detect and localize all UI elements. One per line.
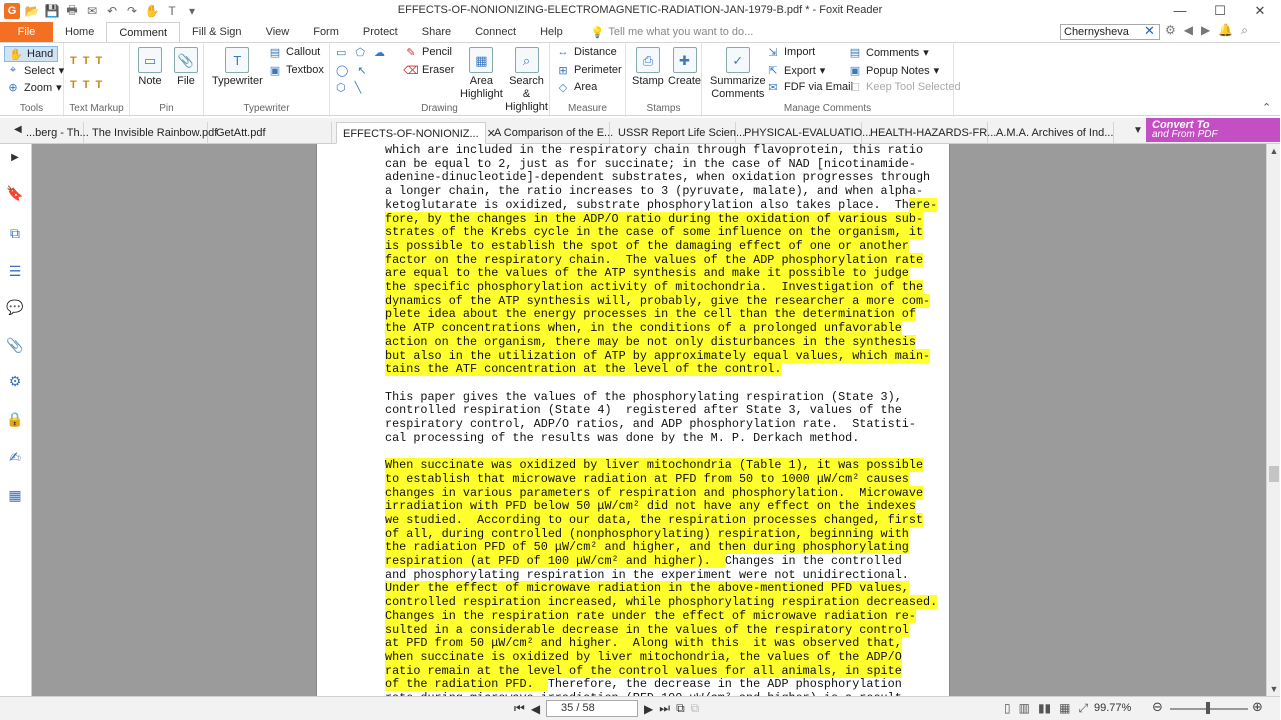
view-mode-buttons: [1004, 701, 1088, 716]
tabs-dropdown-icon[interactable]: ▼: [1133, 125, 1143, 136]
lightbulb-icon: 💡: [590, 26, 605, 39]
continuous-facing-icon[interactable]: ▦: [1059, 701, 1071, 715]
polygon-outline-icon[interactable]: ⬡: [336, 82, 346, 94]
highlight-annotation[interactable]: factor on the respiratory chain. The values of the ADP phosphorylation rate: [385, 252, 924, 267]
typewriter-icon[interactable]: T: [168, 4, 176, 18]
highlight-annotation[interactable]: strates of the Krebs cycle in the case of some influence on the organism, it: [385, 225, 924, 240]
layers-icon[interactable]: ☰: [8, 262, 22, 279]
group-typewriter: T Typewriter ▤ Callout ▣ Textbox Typewriter: [204, 43, 330, 117]
eraser-icon: ⌫: [403, 64, 419, 77]
text-line: [385, 377, 925, 391]
export-button[interactable]: ⇱ Export ▾: [766, 64, 825, 77]
highlight-annotation[interactable]: changes in various parameters of respiration and phosphorylation. Microwave: [385, 485, 924, 500]
navigation-panel: [0, 144, 32, 696]
line-icon[interactable]: ╲: [354, 82, 362, 94]
highlight-annotation[interactable]: to establish that microwave radiation at PFD from 50 to 1000 μW/cm² causes: [385, 471, 909, 486]
text-line: [385, 487, 925, 501]
underline-text-icon[interactable]: T: [82, 55, 90, 67]
text-line: [385, 213, 925, 227]
group-drawing: ▭ ⬠ ☁ ◯ ↖ ⬡ ╲ ✎ Pencil ⌫ Eraser ▦ Area Highlight ⌕ Search & Highlight Drawing: [330, 43, 550, 117]
text-line: [385, 459, 925, 473]
callout-button[interactable]: ▤ Callout: [269, 46, 321, 59]
menu-connect[interactable]: Connect: [475, 26, 517, 38]
file-button[interactable]: 📎 File: [174, 47, 198, 88]
cursor-icon: ⌖: [9, 64, 17, 76]
pencil-icon: ✎: [406, 46, 416, 59]
select-button[interactable]: ⌖ Select ▾: [6, 64, 64, 77]
tab-1[interactable]: The Invisible Rainbow.pdf: [86, 122, 208, 144]
save-icon[interactable]: 💾: [44, 4, 60, 18]
polygon-icon[interactable]: ⬠: [355, 47, 365, 59]
highlight-annotation[interactable]: the ATP concentrations when, in the conditions of a prolonged unfavorable: [385, 321, 902, 336]
squiggly-text-icon[interactable]: T: [70, 79, 77, 91]
open-icon[interactable]: 📂: [24, 4, 40, 18]
text-line: [385, 240, 925, 254]
text-line: [385, 610, 925, 624]
find-input[interactable]: Chernysheva: [1060, 24, 1160, 40]
text-line: [385, 665, 925, 679]
email-fdf-icon: ✉: [768, 81, 778, 94]
menu-help[interactable]: Help: [540, 26, 563, 38]
perimeter-button[interactable]: ⊞ Perimeter: [556, 64, 622, 76]
text-line: [385, 528, 925, 542]
text-line: [385, 281, 925, 295]
copy-icon[interactable]: ⧉: [676, 701, 685, 715]
right-tools: [1165, 23, 1248, 38]
expand-panel-icon[interactable]: ▶: [11, 151, 19, 163]
highlight-annotation[interactable]: ratio remain at the level of the control values for all animals, in spite: [385, 663, 902, 678]
menu-protect[interactable]: Protect: [362, 26, 398, 38]
tab-3-active[interactable]: EFFECTS-OF-NONIONIZ... ✕: [336, 122, 486, 144]
hand-button[interactable]: ✋ Hand: [4, 46, 58, 62]
highlight-annotation[interactable]: Under the effect of microwave radiation in the above-mentioned PFD values,: [385, 581, 909, 596]
highlight-annotation[interactable]: Changes in the respiration rate under the effect of microwave radiation re-: [385, 608, 916, 623]
distance-button[interactable]: ↔ Distance: [557, 46, 617, 58]
highlight-annotation[interactable]: of all, during controlled (nonphosphorylating) respiration, beginning with: [385, 526, 909, 541]
highlight-annotation[interactable]: sulted in a considerable decrease in the values of the respiratory control: [385, 622, 909, 637]
file-attach-icon: 📎: [174, 47, 198, 73]
highlight-annotation[interactable]: the radiation PFD of 50 μW/cm² and higher, and then during phosphorylating: [385, 540, 909, 555]
close-tab-icon[interactable]: ✕: [486, 128, 496, 140]
text-line: adenine-dinucleotide]-dependent substrates, when oxidation progresses through: [385, 170, 931, 185]
tab-6[interactable]: PHYSICAL-EVALUATIO...: [738, 122, 862, 144]
summarize-comments-button[interactable]: ✓ Summarize Comments: [710, 47, 766, 101]
foxit-logo-icon: G: [4, 3, 20, 19]
text-line: [385, 254, 925, 268]
pdf-page[interactable]: [316, 144, 950, 696]
menu-file[interactable]: File: [0, 22, 53, 42]
highlight-annotation[interactable]: controlled respiration increased, while phosphorylating respiration decreased.: [385, 595, 938, 610]
area-highlight-icon: ▦: [469, 47, 493, 73]
pencil-button[interactable]: ✎ Pencil: [404, 46, 452, 58]
text-line: [385, 637, 925, 651]
area-icon: ◇: [558, 81, 568, 94]
undo-icon[interactable]: ↶: [106, 4, 118, 18]
group-pin: ▭ Note 📎 File Pin: [130, 43, 204, 117]
text-line: [385, 322, 925, 336]
tell-me[interactable]: [591, 26, 754, 39]
close-button[interactable]: ✕: [1254, 3, 1266, 18]
text-line: [385, 348, 931, 364]
tab-8[interactable]: A.M.A. Archives of Ind...: [990, 122, 1114, 144]
stamp-button[interactable]: ⎙ Stamp: [632, 47, 664, 88]
menu-fill-sign[interactable]: Fill & Sign: [192, 26, 242, 38]
text-line: [385, 267, 925, 281]
distance-icon: ↔: [557, 46, 569, 58]
document-tabs: [0, 118, 1280, 144]
popup-icon: ▣: [849, 65, 861, 77]
menu-home[interactable]: Home: [65, 26, 95, 38]
text-line: ketoglutarate is oxidized, substrate phosphorylation also takes place. There-: [385, 197, 938, 212]
comments-panel-icon[interactable]: 💬: [6, 298, 24, 315]
group-tools: ✋ Hand ⌖ Select ▾ ⊕ Zoom ▾ Tools: [0, 43, 64, 117]
text-line: [385, 595, 938, 610]
insert-text-icon[interactable]: T: [95, 79, 103, 91]
minimize-button[interactable]: —: [1173, 3, 1187, 18]
zoom-out-icon[interactable]: ⊖: [1152, 699, 1163, 714]
comments-icon: ▤: [849, 47, 861, 59]
menu-share[interactable]: Share: [421, 26, 452, 38]
text-line: and phosphorylating respiration in the experiment were not unidirectional.: [385, 567, 909, 582]
text-line: [385, 651, 925, 665]
import-icon: ⇲: [768, 46, 778, 59]
page-navigation: [514, 700, 699, 717]
ribbon: [0, 42, 1280, 116]
text-line: [385, 445, 925, 459]
highlight-annotation[interactable]: are equal to the values of the ATP synthesis and make it possible to judge: [385, 266, 909, 281]
clear-search-icon[interactable]: ✕: [1144, 23, 1155, 38]
export-icon: ⇱: [768, 65, 778, 77]
customize-icon[interactable]: ▾: [188, 4, 196, 18]
text-line: of the radiation PFD. Therefore, the decrease in the ADP phosphorylation: [385, 677, 902, 692]
shapes-row3: [336, 81, 361, 94]
highlight-annotation[interactable]: the specific phosphorylation activity of mitochondria. Investigation of the: [385, 280, 924, 295]
menu-form[interactable]: Form: [313, 26, 339, 38]
highlight-annotation[interactable]: ere-: [908, 197, 938, 212]
highlight-text-icon[interactable]: T: [70, 55, 77, 67]
attachments-icon[interactable]: 📎: [6, 336, 24, 353]
text-line: controlled respiration (State 4) registered after State 3, values of the: [385, 403, 902, 418]
arrow-icon[interactable]: ↖: [357, 65, 367, 77]
tabs-left-icon[interactable]: ◀: [14, 124, 22, 135]
highlight-annotation[interactable]: is possible to establish the spot of the damaging effect of one or another: [385, 238, 909, 253]
paste-icon[interactable]: ⧉: [690, 701, 700, 715]
single-page-icon[interactable]: ▯: [1004, 701, 1011, 715]
zoom-icon: ⊕: [8, 82, 18, 94]
perimeter-icon: ⊞: [558, 64, 568, 77]
text-line: respiration (at PFD of 100 μW/cm² and higher). Changes in the controlled: [385, 554, 902, 569]
highlight-annotation[interactable]: at PFD from 50 μW/cm² and higher. Along with this it was observed that,: [385, 636, 902, 651]
summarize-icon: ✓: [726, 47, 750, 73]
highlight-annotation[interactable]: but also in the utilization of ATP by approximately equal values, which main-: [385, 348, 931, 363]
security-lock-icon[interactable]: 🔒: [6, 410, 24, 427]
highlight-annotation[interactable]: tains the ATF concentration at the level of the control.: [385, 362, 782, 377]
text-line: respiratory control, ADP/O ratios, and ADP phosphorylation rate. Statisti-: [385, 417, 916, 432]
text-line: [385, 363, 925, 377]
tab-4[interactable]: A Comparison of the E...: [488, 122, 610, 144]
group-stamps: ⎙ Stamp ✚ Create Stamps: [626, 43, 702, 117]
text-line: [385, 226, 925, 240]
markup-row2: [70, 79, 102, 91]
textbox-icon: ▣: [269, 64, 281, 77]
signature-icon[interactable]: ✍: [9, 448, 21, 465]
textbox-button[interactable]: ▣ Textbox: [269, 64, 324, 77]
highlight-annotation[interactable]: irradiation with PFD below 50 μW/cm² did not have any effect on the indexes: [385, 499, 916, 514]
highlight-annotation[interactable]: dynamics of the ATP synthesis will, probably, give the researcher a more com-: [385, 293, 931, 308]
zoom-level[interactable]: 99.77%: [1094, 702, 1132, 714]
window-controls: [1160, 0, 1280, 22]
highlight-annotation[interactable]: fore, by the changes in the ADP/O ratio during the oxidation of various sub-: [385, 211, 924, 226]
redo-icon[interactable]: ↷: [126, 4, 138, 18]
quick-access-toolbar: [0, 0, 200, 22]
text-line: This paper gives the values of the phosphorylating respiration (State 3),: [385, 389, 902, 404]
collapse-ribbon-icon[interactable]: ⌃: [1262, 102, 1272, 114]
search-highlight-button[interactable]: ⌕ Search & Highlight: [504, 47, 549, 114]
facing-icon[interactable]: ▮▮: [1037, 701, 1052, 715]
callout-icon: ▤: [269, 46, 281, 59]
text-line: [385, 500, 925, 514]
status-bar: [0, 696, 1280, 720]
text-line: can be equal to 2, just as for succinate; in the case of NAD [nicotinamide-: [385, 156, 916, 171]
page-text: [385, 143, 938, 706]
maximize-button[interactable]: ☐: [1214, 3, 1226, 18]
zoom-button[interactable]: ⊕ Zoom ▾: [6, 81, 62, 94]
text-line: a longer chain, the ratio increases to 3 (pyruvate, malate), and when alpha-: [385, 184, 924, 199]
text-line: [385, 582, 925, 596]
stamp-icon: ⎙: [636, 47, 660, 73]
oval-icon[interactable]: ◯: [336, 65, 349, 77]
fdf-email-button[interactable]: ✉ FDF via Email: [766, 81, 853, 93]
text-line: [385, 308, 925, 322]
comments-button[interactable]: ▤ Comments ▾: [849, 46, 929, 59]
keep-tool-icon: ☐: [850, 81, 860, 94]
markup-row1: [70, 55, 102, 67]
menu-view[interactable]: View: [265, 26, 290, 38]
scroll-thumb[interactable]: [1269, 466, 1279, 482]
window-title: EFFECTS-OF-NONIONIZING-ELECTROMAGNETIC-RADIATION-JAN-1979-B.pdf * - Foxit Reader: [397, 4, 883, 16]
replace-text-icon[interactable]: T: [82, 79, 90, 91]
highlight-annotation[interactable]: of the radiation PFD.: [385, 677, 548, 692]
fit-icon[interactable]: ⤢: [1078, 701, 1089, 715]
highlight-annotation[interactable]: action on the organism, there may be not only disturbances in the synthesis: [385, 334, 916, 349]
text-line: [385, 336, 925, 350]
notification-icon[interactable]: 🔔: [1218, 23, 1234, 37]
bookmarks-icon[interactable]: 🔖: [6, 184, 24, 201]
text-line: [385, 293, 931, 309]
zoom-slider-knob[interactable]: [1206, 702, 1210, 714]
popup-notes-button[interactable]: ▣ Popup Notes ▾: [849, 64, 940, 77]
email-icon[interactable]: ✉: [86, 4, 98, 18]
group-measure: ↔ Distance ⊞ Perimeter ◇ Area Measure: [550, 43, 626, 117]
text-line: [385, 624, 925, 638]
area-highlight-button[interactable]: ▦ Area Highlight: [460, 47, 503, 101]
scroll-up-icon[interactable]: ▲: [1269, 146, 1279, 156]
tab-5[interactable]: USSR Report Life Scien...: [612, 122, 736, 144]
text-line: which are included in the respiratory chain through flavoprotein, this ratio: [385, 143, 924, 157]
highlight-annotation[interactable]: we studied. According to our data, the respiration processes changed, first: [385, 512, 924, 527]
back-icon[interactable]: ◀: [1183, 23, 1193, 37]
fields-icon[interactable]: ▦: [8, 486, 22, 503]
highlight-annotation[interactable]: respiration (at PFD of 100 μW/cm² and higher).: [385, 554, 725, 569]
last-page-icon[interactable]: ⏭: [659, 701, 671, 715]
tab-0[interactable]: ...berg - Th...: [20, 122, 84, 144]
page-number-input[interactable]: 35 / 58: [546, 700, 638, 717]
note-icon: ▭: [138, 47, 162, 73]
tab-7[interactable]: HEALTH-HAZARDS-FR...: [864, 122, 988, 144]
cloud-icon[interactable]: ☁: [373, 47, 385, 59]
shapes-row2: [336, 64, 367, 77]
eraser-button[interactable]: ⌫ Eraser: [403, 64, 455, 77]
hand-tool-icon[interactable]: ✋: [144, 4, 160, 18]
convert-pdf-ad[interactable]: Convert To and From PDF: [1146, 118, 1280, 142]
text-line: cal processing of the results was done by the M. P. Derkach method.: [385, 430, 860, 445]
create-stamp-icon: ✚: [673, 47, 697, 73]
next-page-icon[interactable]: ▶: [644, 701, 654, 716]
note-button[interactable]: ▭ Note: [138, 47, 162, 88]
scroll-down-icon[interactable]: ▼: [1269, 684, 1279, 694]
print-icon[interactable]: 🖶: [66, 2, 78, 17]
continuous-icon[interactable]: ▥: [1018, 701, 1030, 715]
typewriter-button[interactable]: T Typewriter: [212, 47, 263, 88]
text-line: [385, 541, 925, 555]
pages-icon[interactable]: ⧉: [10, 224, 20, 241]
typewriter-tool-icon: T: [225, 47, 249, 73]
settings-icon[interactable]: ⚙: [1165, 23, 1176, 37]
forward-icon[interactable]: ▶: [1201, 23, 1211, 37]
area-button[interactable]: ◇ Area: [556, 81, 597, 93]
prev-page-icon[interactable]: ◀: [530, 701, 541, 716]
title-bar: [0, 0, 1280, 22]
hand-icon: ✋: [9, 48, 23, 61]
first-page-icon[interactable]: ⏮: [514, 701, 525, 715]
text-line: [385, 514, 925, 528]
import-button[interactable]: ⇲ Import: [766, 46, 815, 58]
tab-2[interactable]: GetAtt.pdf: [210, 122, 332, 144]
highlight-annotation[interactable]: when succinate is oxidized by liver mitochondria, the values of the ADP/O: [385, 649, 902, 664]
search-highlight-icon: ⌕: [515, 47, 539, 73]
vertical-scrollbar[interactable]: [1266, 144, 1280, 696]
strikeout-text-icon[interactable]: T: [95, 55, 103, 67]
group-text-markup: T T T T T T Text Markup: [64, 43, 130, 117]
highlight-annotation[interactable]: When succinate was oxidized by liver mitochondria (Table 1), it was possible: [385, 458, 924, 473]
highlight-annotation[interactable]: plete idea about the energy processes in the cell than the determination of: [385, 307, 916, 322]
text-line: [385, 473, 925, 487]
keep-tool-selected[interactable]: ☐ Keep Tool Selected: [848, 81, 961, 93]
group-manage-comments: ✓ Summarize Comments ⇲ Import ⇱ Export ▾ ✉ FDF via Email ▤ Comments ▾ ▣ Popup Notes ▾ ☐ Keep Tool Selected Manage Comments: [702, 43, 954, 117]
tell-me-text: Tell me what you want to do...: [608, 26, 754, 38]
search-icon[interactable]: ⌕: [1241, 23, 1248, 37]
rectangle-icon[interactable]: ▭: [336, 47, 347, 59]
zoom-in-icon[interactable]: ⊕: [1252, 699, 1263, 714]
menu-comment[interactable]: Comment: [106, 22, 180, 43]
shapes-row1: [336, 46, 385, 59]
create-button[interactable]: ✚ Create: [668, 47, 701, 88]
content-icon[interactable]: ⚙: [8, 372, 22, 389]
